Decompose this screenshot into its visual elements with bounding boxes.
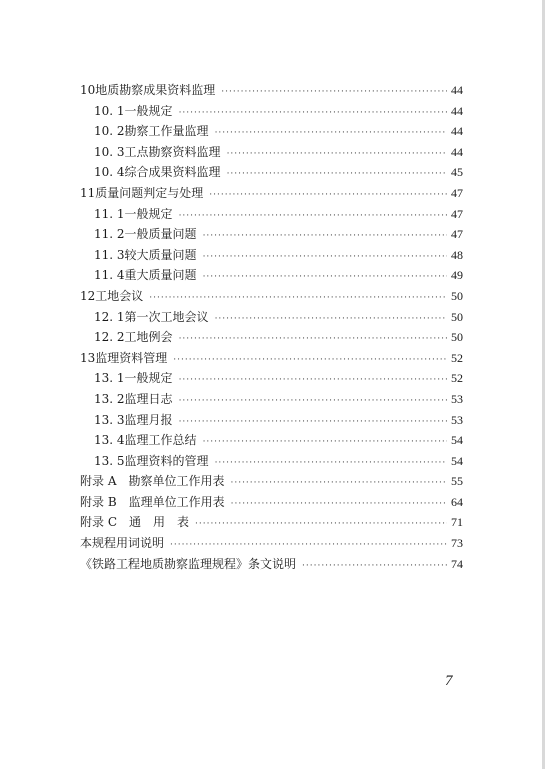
entry-title: 监理工作总结 [124,433,197,448]
toc-entry[interactable] [80,348,463,369]
toc-entry[interactable] [80,286,463,307]
section-number: 11. 3 [94,247,125,262]
entry-title: 第一次工地会议 [124,309,209,324]
toc-entry[interactable] [80,492,463,513]
section-number: 13. 2 [94,391,125,406]
entry-page-number: 55 [451,474,463,489]
entry-title: 附录 C 通 用 表 [80,515,189,530]
toc-entry[interactable] [80,142,463,163]
dot-leader [179,370,447,391]
dot-leader [170,535,447,556]
entry-title: 《铁路工程地质勘察监理规程》条文说明 [80,556,297,571]
entry-page-number: 71 [451,515,463,530]
entry-page-number: 53 [451,391,463,406]
entry-title: 附录 A 勘察单位工作用表 [80,474,225,489]
toc-entry[interactable] [80,471,463,492]
table-of-contents [80,80,463,574]
dot-leader [203,226,447,247]
entry-title: 一般规定 [124,103,173,118]
toc-entry[interactable] [80,307,463,328]
entry-page-number: 52 [451,371,463,386]
section-number: 10. 1 [94,103,125,118]
section-number: 10. 3 [94,144,125,159]
entry-title: 工点勘察资料监理 [124,144,221,159]
section-number: 11 [80,185,96,200]
dot-leader [230,473,447,494]
dot-leader [231,494,447,515]
entry-title: 监理月报 [124,412,173,427]
page-number: 7 [445,673,453,689]
entry-title: 较大质量问题 [124,247,197,262]
entry-page-number: 64 [451,494,463,509]
entry-page-number: 52 [451,350,463,365]
entry-title: 一般规定 [124,206,173,221]
toc-entry[interactable] [80,101,463,122]
section-number: 12 [80,288,96,303]
entry-page-number: 54 [451,433,463,448]
entry-title: 监理日志 [124,391,173,406]
toc-entry[interactable] [80,533,463,554]
entry-page-number: 47 [451,227,463,242]
section-number: 13. 5 [94,453,125,468]
dot-leader [203,247,447,268]
dot-leader [215,123,447,144]
section-number: 10. 4 [94,165,125,180]
toc-entry[interactable] [80,80,463,101]
toc-entry[interactable] [80,410,463,431]
toc-entry[interactable] [80,554,463,575]
dot-leader [227,164,447,185]
entry-page-number: 50 [451,309,463,324]
toc-entry[interactable] [80,265,463,286]
entry-page-number: 74 [451,556,463,571]
entry-title: 监理资料管理 [95,350,168,365]
dot-leader [173,350,447,371]
toc-entry[interactable] [80,430,463,451]
section-number: 12. 1 [94,309,125,324]
dot-leader [179,206,447,227]
toc-entry[interactable] [80,204,463,225]
toc-entry[interactable] [80,389,463,410]
section-number: 13 [80,350,96,365]
dot-leader [215,453,447,474]
section-number: 11. 2 [94,227,125,242]
entry-page-number: 45 [451,165,463,180]
dot-leader [179,412,447,433]
dot-leader [179,103,447,124]
section-number: 11. 1 [94,206,125,221]
entry-page-number: 44 [451,83,463,97]
entry-title: 一般规定 [124,371,173,386]
dot-leader [149,288,447,309]
toc-entry[interactable] [80,121,463,142]
toc-entry[interactable] [80,368,463,389]
entry-page-number: 48 [451,247,463,262]
dot-leader [221,82,447,103]
entry-title: 附录 B 监理单位工作用表 [80,494,225,509]
entry-page-number: 54 [451,453,463,468]
entry-title: 质量问题判定与处理 [95,185,204,200]
dot-leader [215,309,447,330]
entry-page-number: 47 [451,185,463,200]
dot-leader [302,556,447,577]
entry-page-number: 49 [451,268,463,283]
entry-page-number: 50 [451,330,463,345]
section-number: 13. 3 [94,412,125,427]
dot-leader [227,144,447,165]
entry-title: 本规程用词说明 [80,536,165,551]
entry-page-number: 44 [451,124,463,139]
entry-page-number: 73 [451,536,463,551]
dot-leader [203,432,447,453]
toc-entry[interactable] [80,512,463,533]
entry-title: 监理资料的管理 [124,453,209,468]
section-number: 11. 4 [94,268,125,283]
entry-page-number: 44 [451,103,463,118]
toc-entry[interactable] [80,451,463,472]
entry-title: 勘察工作量监理 [124,124,209,139]
dot-leader [209,185,447,206]
dot-leader [179,391,447,412]
toc-entry[interactable] [80,162,463,183]
dot-leader [203,267,447,288]
entry-title: 工地例会 [124,330,173,345]
toc-entry[interactable] [80,224,463,245]
entry-page-number: 47 [451,206,463,221]
section-number: 13. 1 [94,371,125,386]
section-number: 10. 2 [94,124,125,139]
entry-title: 一般质量问题 [124,227,197,242]
entry-title: 综合成果资料监理 [124,165,221,180]
entry-title: 工地会议 [95,288,144,303]
entry-page-number: 44 [451,144,463,159]
section-number: 12. 2 [94,330,125,345]
entry-page-number: 50 [451,288,463,303]
dot-leader [195,514,447,535]
entry-page-number: 53 [451,412,463,427]
dot-leader [179,329,447,350]
section-number: 10 [80,83,96,97]
entry-title: 重大质量问题 [124,268,197,283]
toc-entry[interactable] [80,327,463,348]
toc-entry[interactable] [80,245,463,266]
section-number: 13. 4 [94,433,125,448]
entry-title: 地质勘察成果资料监理 [95,83,216,97]
toc-entry[interactable] [80,183,463,204]
